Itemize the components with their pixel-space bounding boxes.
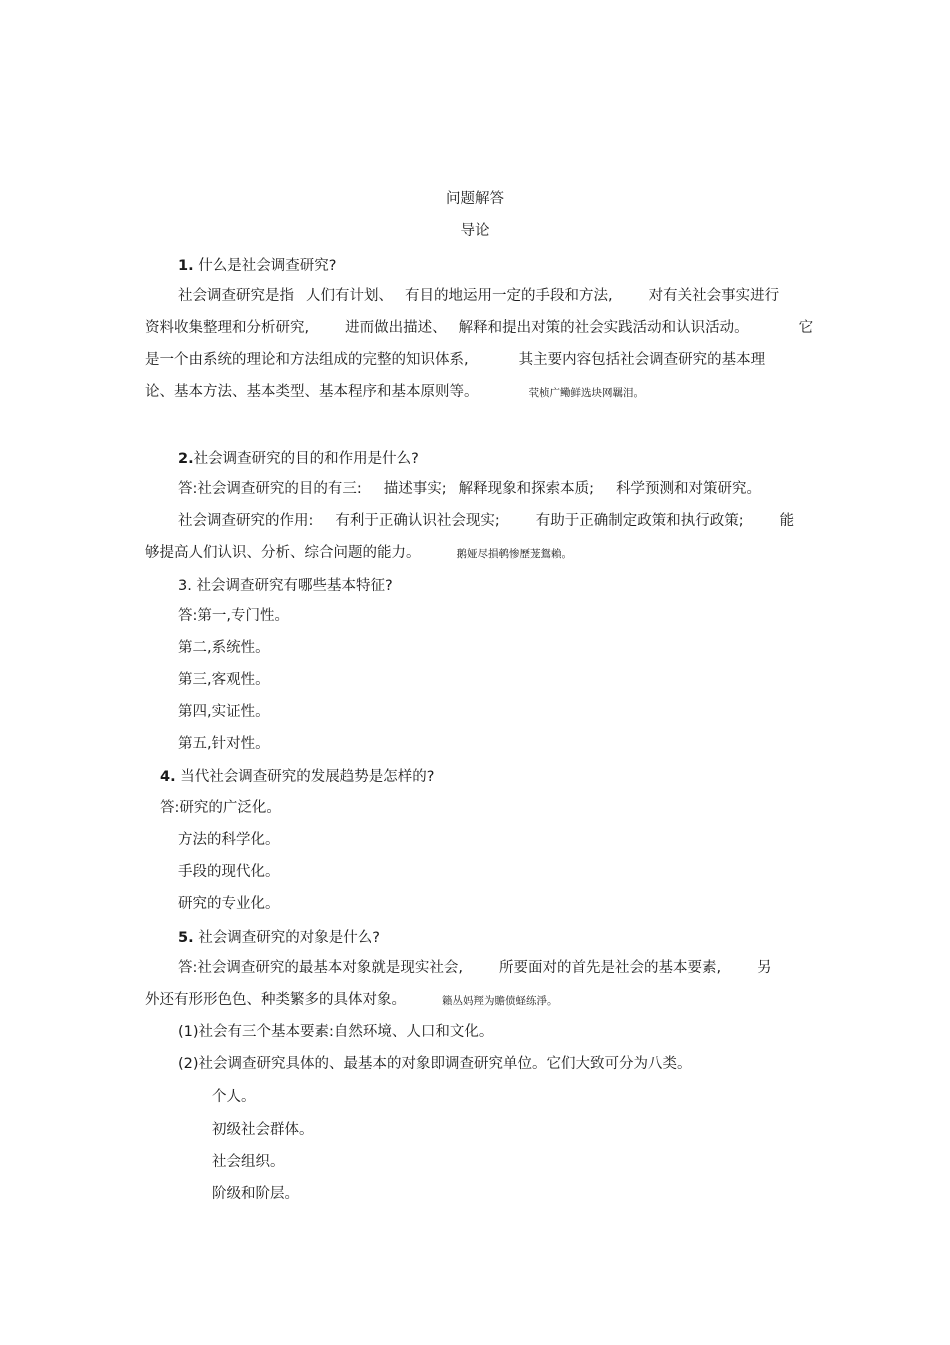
text-run: 科学预测和对策研究。 <box>616 481 762 497</box>
text-run: 有目的地运用一定的手段和方法, <box>405 288 613 304</box>
research-unit-item: 阶级和阶层。 <box>212 1186 299 1202</box>
text-run: 社会调查研究是指 <box>178 288 294 304</box>
feature-item: 第二,系统性。 <box>178 640 270 656</box>
text-run: 描述事实; <box>383 481 447 497</box>
trend-item: 方法的科学化。 <box>178 832 280 848</box>
text-run: 其主要内容包括社会调查研究的基本理 <box>518 352 766 368</box>
text-run: 是一个由系统的理论和方法组成的完整的知识体系, <box>145 352 469 368</box>
text-run: 有助于正确制定政策和执行政策; <box>535 513 744 529</box>
answer-2-line-3 <box>145 544 572 563</box>
text-run: 有利于正确认识社会现实; <box>335 513 500 529</box>
answer-5-line-1 <box>178 959 772 977</box>
garbled-text: 茕桢广鳓鲜选块网羈泪。 <box>528 387 644 399</box>
answer-1-line-1 <box>178 287 779 305</box>
text-run: 能 <box>779 513 795 529</box>
question-text: 社会调查研究有哪些基本特征? <box>196 578 393 594</box>
text-run: 进而做出描述、 <box>345 320 447 336</box>
text-run: 够提高人们认识、分析、综合问题的能力。 <box>145 545 421 561</box>
text-run: 答:社会调查研究的目的有三: <box>178 481 362 497</box>
question-number: 1. <box>178 258 194 274</box>
text-run: 社会调查研究的作用: <box>178 513 314 529</box>
answer-2-line-2 <box>178 512 794 530</box>
research-unit-item: 社会组织。 <box>212 1154 285 1170</box>
answer-1-line-4 <box>145 383 644 402</box>
section-title: 导论 <box>460 223 490 239</box>
answer-2-line-1 <box>178 480 761 498</box>
trend-item: 答:研究的广泛化。 <box>160 800 281 816</box>
text-run: 解释现象和探索本质; <box>458 481 595 497</box>
question-number: 2. <box>178 451 194 467</box>
page-title: 问题解答 <box>446 191 504 207</box>
research-unit-item: 个人。 <box>212 1089 256 1105</box>
text-run: 论、基本方法、基本类型、基本程序和基本原则等。 <box>145 384 479 400</box>
question-number: 4. <box>160 769 176 785</box>
feature-item: 第五,针对性。 <box>178 736 270 752</box>
trend-item: 手段的现代化。 <box>178 864 280 880</box>
text-run: 人们有计划、 <box>306 288 393 304</box>
question-text: 当代社会调查研究的发展趋势是怎样的? <box>180 769 435 785</box>
question-text: 社会调查研究的对象是什么? <box>198 930 380 946</box>
text-run: 答:社会调查研究的最基本对象就是现实社会, <box>178 960 463 976</box>
question-3 <box>178 577 393 595</box>
text-run: 另 <box>757 960 772 976</box>
question-4 <box>160 768 434 786</box>
garbled-text: 鹅娅尽損鹌惨歷茏鴛賴。 <box>456 548 572 560</box>
feature-item: 第三,客观性。 <box>178 672 270 688</box>
feature-item: 第四,实证性。 <box>178 704 270 720</box>
text-run: 外还有形形色色、种类繁多的具体对象。 <box>145 992 406 1008</box>
feature-item: 答:第一,专门性。 <box>178 608 289 624</box>
text-run: 资料收集整理和分析研究, <box>145 320 310 336</box>
text-run: 对有关社会事实进行 <box>648 288 780 304</box>
question-2 <box>178 450 419 468</box>
garbled-text: 籟丛妈羥为贍偾蛏练淨。 <box>442 995 558 1007</box>
text-run: 它 <box>798 320 814 336</box>
trend-item: 研究的专业化。 <box>178 896 280 912</box>
research-unit-item: 初级社会群体。 <box>212 1122 314 1138</box>
object-point-2: (2)社会调查研究具体的、最基本的对象即调查研究单位。它们大致可分为八类。 <box>178 1056 692 1072</box>
question-text: 社会调查研究的目的和作用是什么? <box>193 451 419 467</box>
question-number: 5. <box>178 930 194 946</box>
question-1 <box>178 257 336 275</box>
text-run: 解释和提出对策的社会实践活动和认识活动。 <box>458 320 749 336</box>
answer-5-line-2 <box>145 991 558 1010</box>
answer-1-line-2 <box>145 319 813 337</box>
answer-1-line-3 <box>145 351 765 369</box>
text-run: 所要面对的首先是社会的基本要素, <box>499 960 722 976</box>
question-text: 什么是社会调查研究? <box>198 258 337 274</box>
question-5 <box>178 929 380 947</box>
object-point-1: (1)社会有三个基本要素:自然环境、人口和文化。 <box>178 1024 494 1040</box>
question-number: 3. <box>178 578 192 594</box>
